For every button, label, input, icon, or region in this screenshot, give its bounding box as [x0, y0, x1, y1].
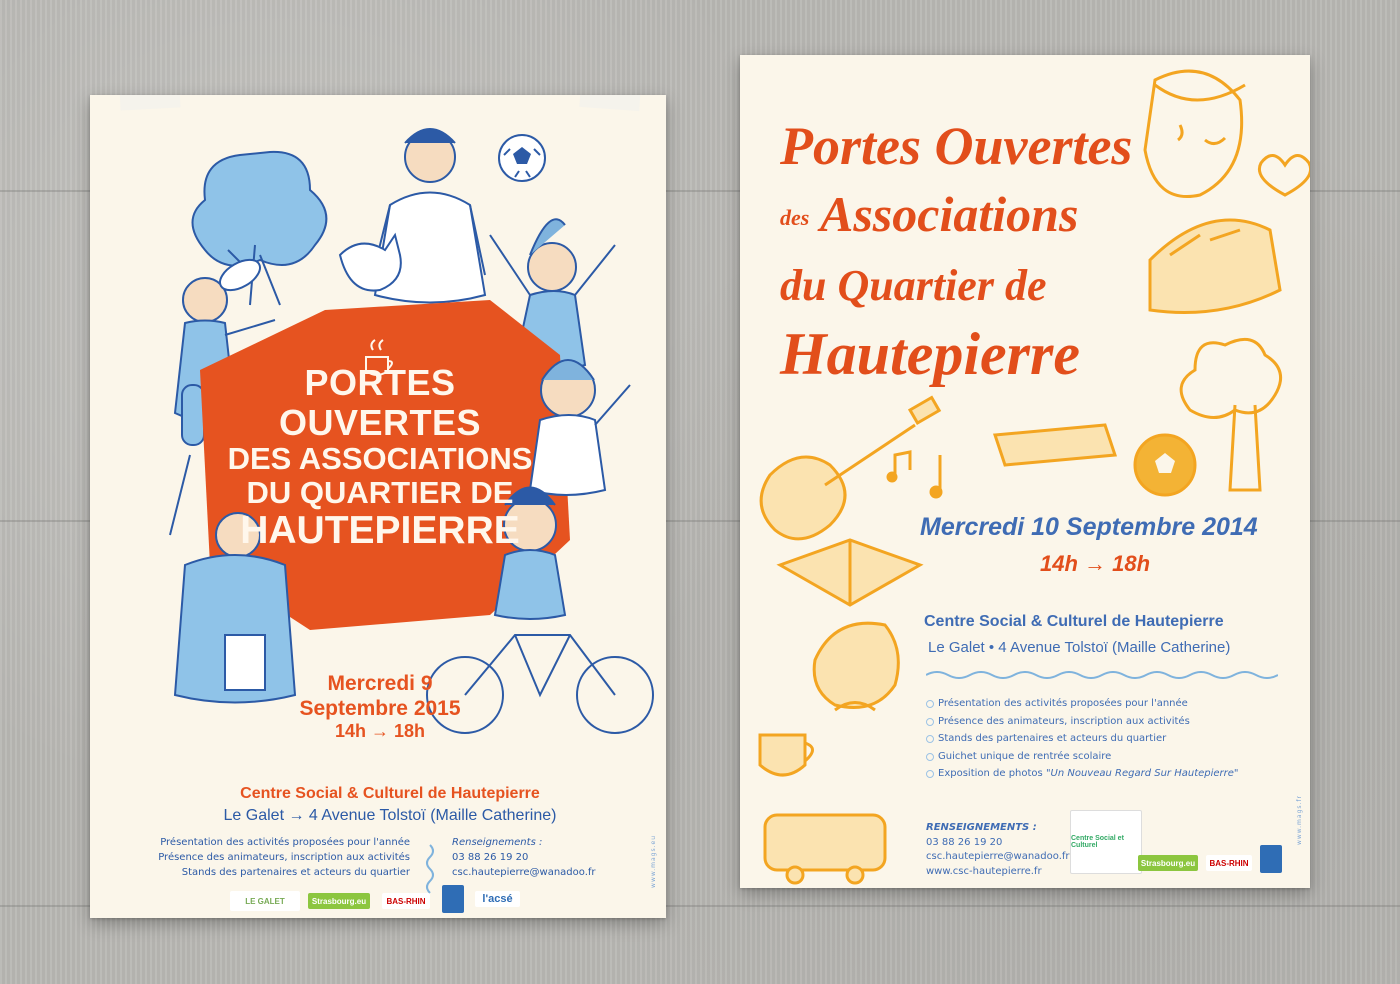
contact-header: RENSEIGNEMENTS : [926, 822, 1037, 833]
dog-figure [340, 235, 401, 291]
title-line: DU QUARTIER DE [246, 475, 514, 511]
title-line: Associations [820, 186, 1079, 242]
poster-2014 [740, 55, 1310, 888]
title-line-small: des [780, 205, 810, 230]
email-address: csc.hautepierre@wanadoo.fr [452, 867, 596, 878]
bus-icon [765, 815, 885, 883]
email-address: csc.hautepierre@wanadoo.fr [926, 851, 1070, 862]
title-line: PORTES OUVERTES [278, 362, 482, 443]
exhibition-prefix: Exposition de photos [938, 768, 1046, 780]
event-date [290, 671, 470, 743]
venue-name: Centre Social & Culturel de Hautepierre [240, 785, 540, 802]
event-time: 14h → 18h [334, 721, 426, 742]
logo-csc: Centre Social et Culturel [1070, 810, 1142, 874]
book-icon [780, 540, 920, 605]
date-line: Septembre 2015 [299, 697, 461, 721]
venue-address: Le Galet → 4 Avenue Tolstoï (Maille Catherine) [223, 807, 557, 824]
logo-strasbourg: Strasbourg.eu [1138, 855, 1198, 871]
activities-list [130, 835, 410, 880]
list-item: Guichet unique de rentrée scolaire [926, 748, 1286, 766]
title-line: Hautepierre [780, 321, 1080, 387]
contact-block [926, 821, 1070, 879]
date-line: Mercredi 9 [327, 672, 433, 695]
contact-block [452, 835, 652, 880]
logo-le-galet: LE GALET [230, 891, 300, 911]
list-item: Stands des partenaires et acteurs du quartier [181, 867, 410, 878]
event-date: Mercredi 10 Septembre 2014 [920, 513, 1258, 541]
website-url: www.csc-hautepierre.fr [926, 865, 1042, 877]
football-icon [499, 135, 545, 181]
list-item: Stands des partenaires et acteurs du quartier [926, 730, 1286, 748]
title-line: Portes Ouvertes [780, 116, 1133, 176]
list-item: Présentation des activités proposées pour l'année [160, 837, 410, 848]
list-item: Présence des animateurs, inscription aux activités [158, 852, 410, 863]
wave-divider [427, 845, 433, 893]
football-icon [1135, 435, 1195, 495]
poster-2015 [90, 95, 666, 918]
mustache-man-icon [814, 623, 898, 710]
ribbon-banner-icon [995, 425, 1115, 465]
face-icon [1145, 71, 1245, 196]
activities-list [926, 695, 1286, 783]
venue-name: Centre Social & Culturel de Hautepierre [924, 613, 1224, 630]
wave-divider [926, 671, 1278, 679]
venue-address: Le Galet • 4 Avenue Tolstoï (Maille Catherine) [928, 639, 1231, 656]
heart-icon [1259, 155, 1310, 195]
list-item: Présentation des activités proposées pour l'année [926, 695, 1286, 713]
phone-number: 03 88 26 19 20 [926, 836, 1003, 848]
list-item [926, 765, 1286, 783]
logo-caf [1260, 845, 1282, 873]
event-time: 14h → 18h [1040, 551, 1151, 576]
credit-text: www.mags.fr [1296, 795, 1303, 846]
credit-text: www.mags.eu [650, 835, 657, 888]
title-line: HAUTEPIERRE [240, 509, 520, 553]
music-notes-icon [888, 452, 941, 497]
contact-header: Renseignements : [452, 837, 543, 848]
logo-bas-rhin: BAS-RHIN [1206, 855, 1252, 871]
phone-number: 03 88 26 19 20 [452, 852, 529, 863]
logo-strasbourg: Strasbourg.eu [308, 893, 370, 909]
tram-icon [1150, 220, 1280, 313]
logo-caf [442, 885, 464, 913]
exhibition-title: "Un Nouveau Regard Sur Hautepierre" [1045, 768, 1239, 780]
poster-title [210, 363, 550, 553]
logo-acse: l'acsé [475, 891, 520, 907]
guitar-icon [761, 398, 939, 539]
title-line: DES ASSOCIATIONS [227, 441, 533, 477]
title-line: du Quartier de [780, 261, 1047, 310]
coffee-cup-icon [760, 735, 813, 775]
logo-bas-rhin: BAS-RHIN [382, 893, 430, 909]
list-item: Présence des animateurs, inscription aux activités [926, 713, 1286, 731]
